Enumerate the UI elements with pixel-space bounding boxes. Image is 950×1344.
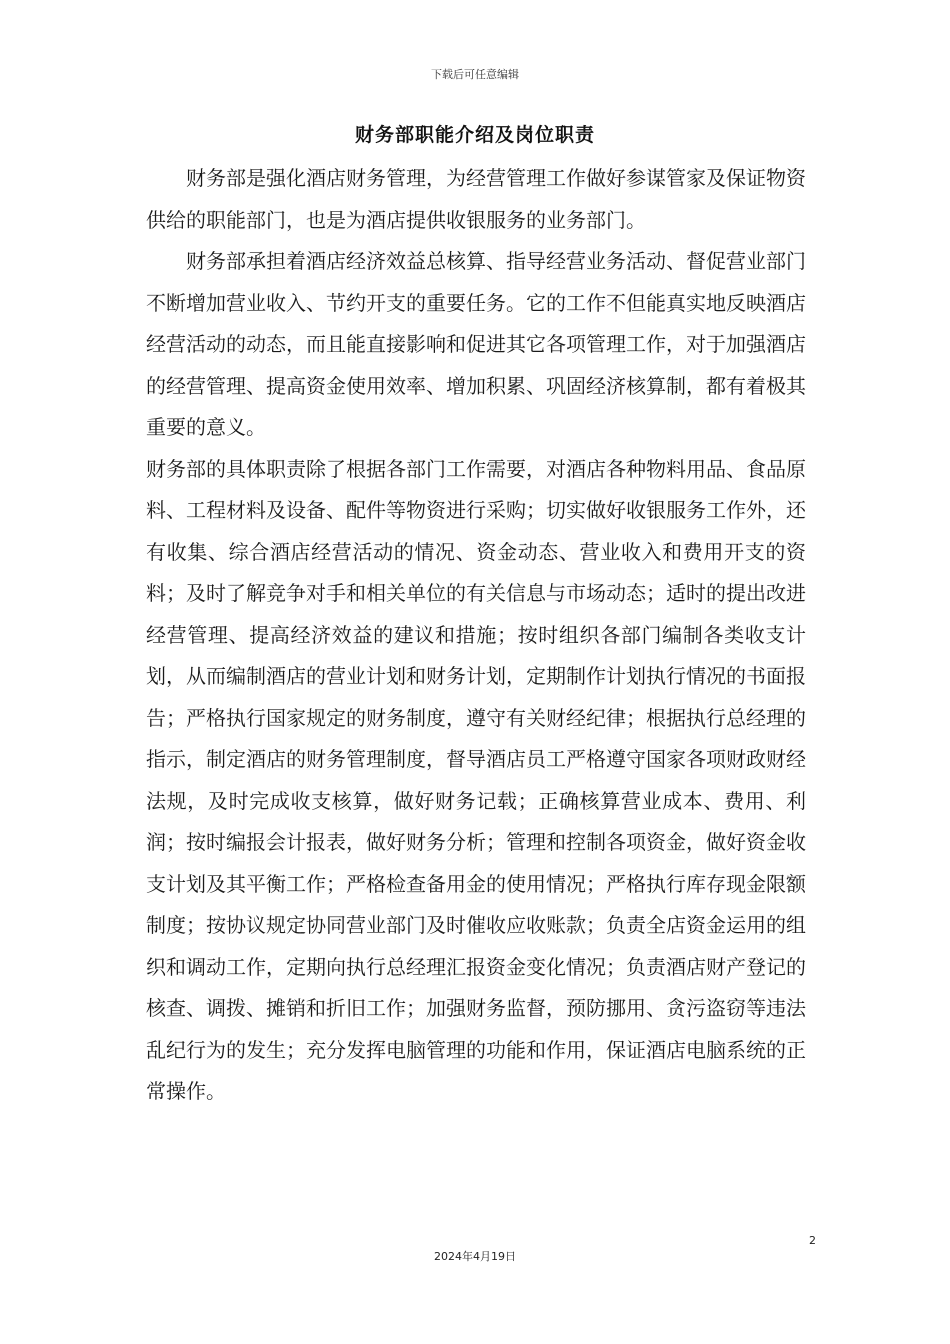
- paragraph-duties: 财务部的具体职责除了根据各部门工作需要，对酒店各种物料用品、食品原料、工程材料及设备、配件等物资进行采购；切实做好收银服务工作外，还有收集、综合酒店经营活动的情况、资金动态、营业收入和费用开支的资料；及时了解竞争对手和相关单位的有关信息与市场动态；适时的提出改进经营管理、提高经济效益的建议和措施；按时组织各部门编制各类收支计划，从而编制酒店的营业计划和财务计划，定期制作计划执行情况的书面报告；严格执行国家规定的财务制度，遵守有关财经纪律；根据执行总经理的指示，制定酒店的财务管理制度，督导酒店员工严格遵守国家各项财政财经法规，及时完成收支核算，做好财务记载；正确核算营业成本、费用、利润；按时编报会计报表，做好财务分析；管理和控制各项资金，做好资金收支计划及其平衡工作；严格检查备用金的使用情况；严格执行库存现金限额制度；按协议规定协同营业部门及时催收应收账款；负责全店资金运用的组织和调动工作，定期向执行总经理汇报资金变化情况；负责酒店财产登记的核查、调拨、摊销和折旧工作；加强财务监督，预防挪用、贪污盗窃等违法乱纪行为的发生；充分发挥电脑管理的功能和作用，保证酒店电脑系统的正常操作。: [146, 456, 806, 1103]
- paragraph-intro: 财务部是强化酒店财务管理，为经营管理工作做好参谋管家及保证物资供给的职能部门，也是为酒店提供收银服务的业务部门。: [146, 166, 806, 232]
- document-title: 财务部职能介绍及岗位职责: [354, 124, 595, 146]
- document-body: [146, 158, 806, 1113]
- footer-date: 2024年4月19日: [434, 1250, 516, 1263]
- page-number: 2: [809, 1234, 816, 1247]
- header-note: 下载后可任意编辑: [431, 68, 519, 81]
- paragraph-tasks: 财务部承担着酒店经济效益总核算、指导经营业务活动、督促营业部门不断增加营业收入、节约开支的重要任务。它的工作不但能真实地反映酒店经营活动的动态，而且能直接影响和促进其它各项管理工作，对于加强酒店的经营管理、提高资金使用效率、增加积累、巩固经济核算制，都有着极其重要的意义。: [146, 249, 806, 439]
